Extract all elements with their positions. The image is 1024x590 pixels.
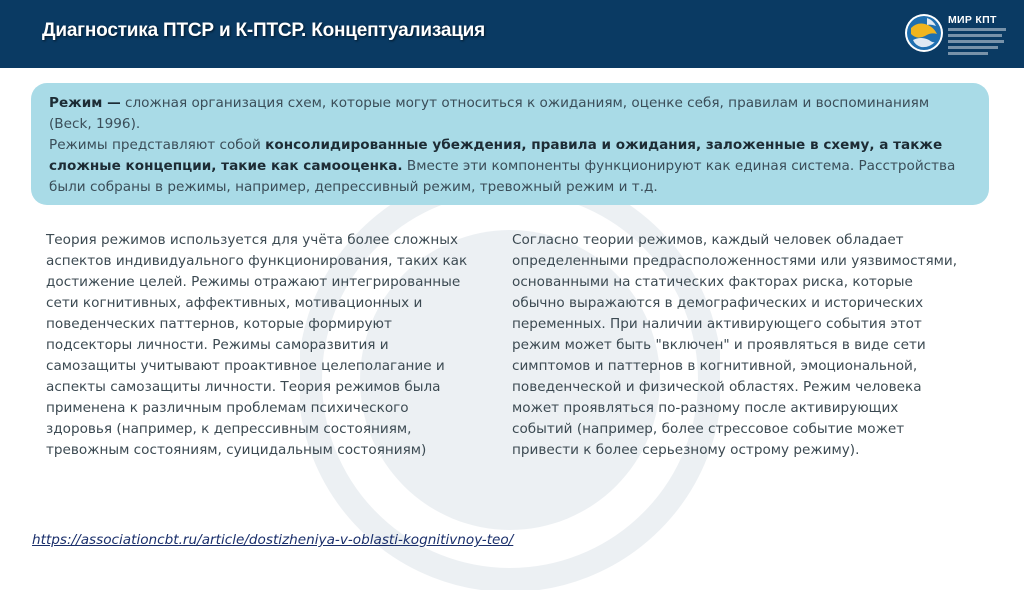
modes-paragraph: [49, 135, 967, 198]
logo: [903, 10, 1015, 60]
definition-paragraph: [49, 93, 967, 135]
source-link[interactable]: https://associationcbt.ru/article/dostizheniya-v-oblasti-kognitivnoy-teo/: [32, 532, 514, 548]
modes-text-end: Вместе эти компоненты функционируют как единая система. Расстройства были собраны в режимы, например, депрессивный режим, тревожный режим и т.д.: [49, 158, 956, 195]
logo-name: МИР КПТ: [948, 14, 997, 26]
modes-text-start: Режимы представляют собой: [49, 137, 266, 153]
definition-term: Режим —: [49, 95, 121, 111]
page-title: Диагностика ПТСР и К-ПТСР. Концептуализация: [42, 20, 486, 41]
header-bar: [0, 0, 1024, 68]
logo-tagline: [948, 28, 1006, 58]
globe-emblem-icon: [903, 12, 945, 54]
right-column-text: Согласно теории режимов, каждый человек обладает определенными предрасположенностями или уязвимостями, основанными на статических факторах риска, которые обычно выражаются в демографических и исторических переменных. При наличии активирующего события этот режим может быть "включен" и проявляться в виде сети симптомов и паттернов в когнитивной, эмоциональной, поведенческой и физической областях. Режим человека может проявляться по-разному после активирующих событий (например, более стрессовое событие может привести к более серьезному острому режиму).: [512, 232, 958, 458]
left-column-text: Теория режимов используется для учёта более сложных аспектов индивидуального функционирования, таких как достижение целей. Режимы отражают интегрированные сети когнитивных, аффективных, мотивационных и поведенческих паттернов, которые формируют подсекторы личности. Режимы саморазвития и самозащиты учитывают проактивное целеполагание и аспекты самозащиты личности. Теория режимов была применена к различным проблемам психического здоровья (например, к депрессивным состояниям, тревожным состояниям, суицидальным состояниям): [46, 232, 468, 458]
modes-text-bold: консолидированные убеждения, правила и ожидания, заложенные в схему, а также сложные концепции, такие как самооценка.: [49, 137, 943, 174]
definition-text: сложная организация схем, которые могут относиться к ожиданиям, оценке себя, правилам и воспоминаниям (Beck, 1996).: [49, 95, 930, 132]
definition-callout: [31, 83, 989, 205]
